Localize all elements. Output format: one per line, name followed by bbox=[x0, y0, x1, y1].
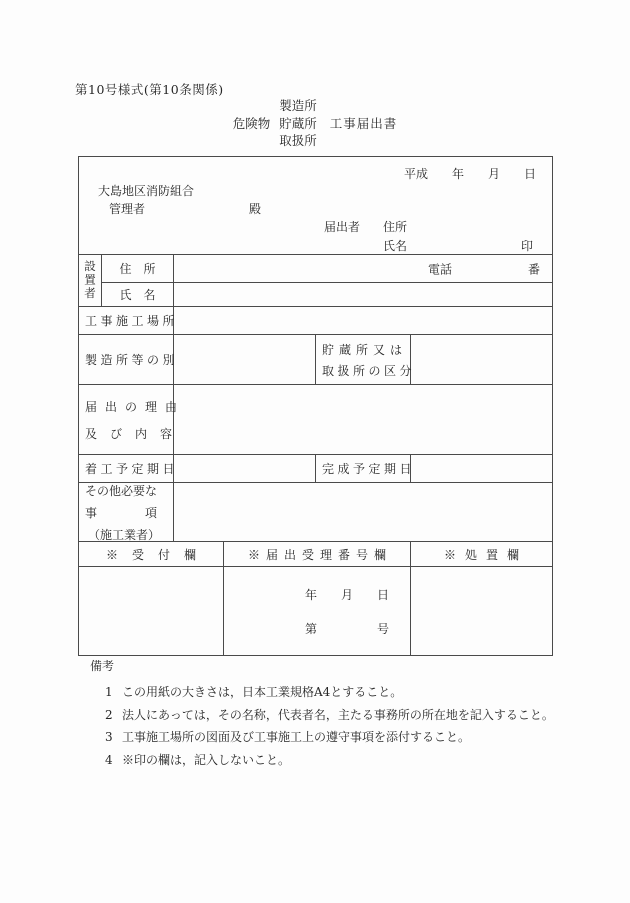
date-line: 平成 年 月 日 bbox=[403, 167, 536, 181]
other-matters-field bbox=[174, 483, 552, 542]
phone-number-suffix: 番 bbox=[527, 262, 540, 276]
administrator-label: 管理者 bbox=[109, 202, 146, 216]
remark-item-3 bbox=[105, 726, 554, 749]
other-matters-label bbox=[79, 483, 174, 542]
facility-option-handling: 取扱所 bbox=[279, 133, 317, 148]
remark-number: 3 bbox=[105, 730, 113, 744]
completion-date-label: 完成予定期日 bbox=[316, 455, 411, 483]
reason-field bbox=[174, 385, 552, 455]
installer-address-field bbox=[174, 255, 552, 283]
document-title bbox=[0, 97, 630, 150]
other-matters-label-line1: その他必要な bbox=[85, 483, 158, 498]
reception-field bbox=[79, 567, 224, 655]
receipt-date-placeholder: 年 月 日 bbox=[305, 588, 390, 602]
reception-column-header: ※受付欄 bbox=[79, 542, 224, 567]
form-number: 第10号様式(第10条関係) bbox=[75, 82, 224, 97]
disposition-column-header: ※処置欄 bbox=[411, 542, 552, 567]
title-notification-label: 工事届出書 bbox=[329, 116, 398, 132]
honorific-label: 殿 bbox=[249, 202, 262, 216]
facility-option-manufacturing: 製造所 bbox=[279, 98, 317, 113]
reason-label-line2: 及び内容 bbox=[85, 426, 186, 441]
applicant-address-label: 住所 bbox=[383, 220, 408, 234]
applicant-label: 届出者 bbox=[324, 220, 361, 234]
work-site-label: 工事施工場所 bbox=[79, 307, 174, 335]
reason-label bbox=[79, 385, 186, 455]
remark-item-2 bbox=[105, 704, 554, 727]
remark-text: この用紙の大きさは，日本工業規格A4とすること。 bbox=[122, 685, 403, 699]
storage-class-field bbox=[411, 335, 552, 385]
reason-label-line1: 届出の理由 bbox=[85, 399, 186, 414]
start-date-label: 着工予定期日 bbox=[79, 455, 174, 483]
other-matters-label-line2: 事 項 bbox=[85, 505, 158, 520]
remark-number: 4 bbox=[105, 752, 113, 767]
applicant-name-label: 氏名 bbox=[383, 239, 408, 253]
organization-name: 大島地区消防組合 bbox=[98, 184, 195, 198]
remark-item-1 bbox=[105, 681, 554, 704]
other-matters-label-line3: （施工業者） bbox=[88, 527, 161, 542]
work-site-field bbox=[174, 307, 552, 335]
start-date-field bbox=[174, 455, 316, 483]
remark-text: 法人にあっては，その名称，代表者名，主たる事務所の所在地を記入すること。 bbox=[122, 707, 554, 722]
receipt-number-placeholder: 第 号 bbox=[305, 622, 390, 636]
seal-label: 印 bbox=[520, 239, 533, 253]
installer-vertical-label: 設置者 bbox=[79, 255, 102, 307]
remark-number: 2 bbox=[105, 707, 113, 722]
installer-name-field bbox=[174, 283, 552, 307]
remark-text: 工事施工場所の図面及び工事施工上の遵守事項を添付すること。 bbox=[122, 730, 471, 744]
remark-number: 1 bbox=[105, 685, 113, 699]
installer-name-label: 氏 名 bbox=[102, 283, 174, 307]
remark-text: ※印の欄は，記入しないこと。 bbox=[122, 752, 291, 767]
installer-address-label: 住 所 bbox=[102, 255, 174, 283]
receipt-number-column-header: ※届出受理番号欄 bbox=[224, 542, 411, 567]
receipt-number-field bbox=[224, 567, 411, 655]
title-facility-options bbox=[279, 97, 317, 150]
notification-form-table bbox=[78, 156, 553, 656]
phone-label: 電話 bbox=[428, 262, 453, 276]
disposition-field bbox=[411, 567, 552, 655]
storage-class-label bbox=[316, 335, 416, 385]
facility-type-label: 製造所等の別 bbox=[79, 335, 174, 385]
storage-class-label-line2: 取扱所の区分 bbox=[322, 363, 416, 378]
completion-date-field bbox=[411, 455, 552, 483]
title-hazmat-label: 危険物 bbox=[232, 116, 271, 132]
facility-type-field bbox=[174, 335, 316, 385]
remarks-section bbox=[90, 657, 554, 771]
form-header-section bbox=[79, 157, 552, 255]
remarks-title: 備考 bbox=[90, 659, 115, 673]
storage-class-label-line1: 貯蔵所又は bbox=[322, 342, 408, 357]
facility-option-storage: 貯蔵所 bbox=[279, 115, 317, 131]
remark-item-4 bbox=[105, 749, 554, 772]
